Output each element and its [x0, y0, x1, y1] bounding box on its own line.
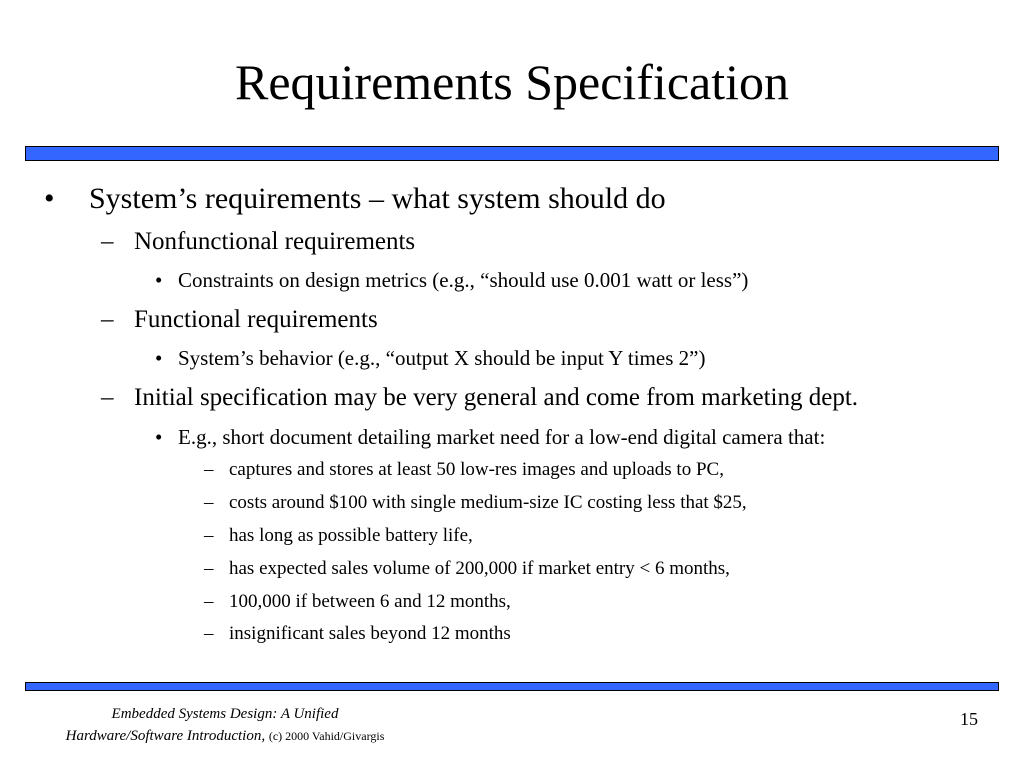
bullet-marker: –: [204, 623, 214, 644]
bullet-item: insignificant sales beyond 12 months: [229, 623, 511, 644]
bullet-item: System’s behavior (e.g., “output X should be input Y times 2”): [178, 346, 706, 370]
bullet-marker: •: [155, 425, 163, 449]
bullet-item: Nonfunctional requirements: [134, 228, 416, 255]
bullet-marker: –: [204, 525, 214, 546]
bullet-marker: •: [155, 346, 163, 370]
footer-citation: [30, 703, 420, 747]
bullet-item: System’s requirements – what system should do: [89, 182, 666, 215]
bullet-marker: –: [101, 306, 114, 333]
bullet-marker: •: [155, 268, 163, 292]
page-number: 15: [960, 709, 978, 729]
bullet-item: 100,000 if between 6 and 12 months,: [229, 591, 511, 612]
bottom-divider-bar: [25, 682, 999, 691]
bullet-item: Constraints on design metrics (e.g., “should use 0.001 watt or less”): [178, 268, 749, 292]
bullet-item: Initial specification may be very general and come from marketing dept.: [134, 384, 859, 411]
bullet-item: captures and stores at least 50 low-res images and uploads to PC,: [229, 459, 724, 480]
bullet-marker: –: [101, 384, 114, 411]
bullet-item: has expected sales volume of 200,000 if market entry < 6 months,: [229, 558, 730, 579]
footer-book-title-line2: Hardware/Software Introduction,: [65, 728, 266, 744]
top-divider-bar: [25, 146, 999, 161]
footer-book-title-line1: Embedded Systems Design: A Unified: [111, 706, 339, 722]
bullet-marker: –: [204, 591, 214, 612]
bullet-marker: –: [101, 228, 114, 255]
slide-title: Requirements Specification: [234, 54, 789, 110]
bullet-marker: –: [204, 459, 214, 480]
bullet-item: Functional requirements: [134, 306, 378, 333]
bullet-item: has long as possible battery life,: [229, 525, 473, 546]
bullet-item: E.g., short document detailing market need for a low-end digital camera that:: [178, 425, 826, 449]
bullet-marker: –: [204, 492, 214, 513]
bullet-marker: –: [204, 558, 214, 579]
footer-copyright: (c) 2000 Vahid/Givargis: [268, 729, 385, 743]
bullet-item: costs around $100 with single medium-size IC costing less that $25,: [229, 492, 747, 513]
bullet-marker: •: [44, 182, 55, 215]
